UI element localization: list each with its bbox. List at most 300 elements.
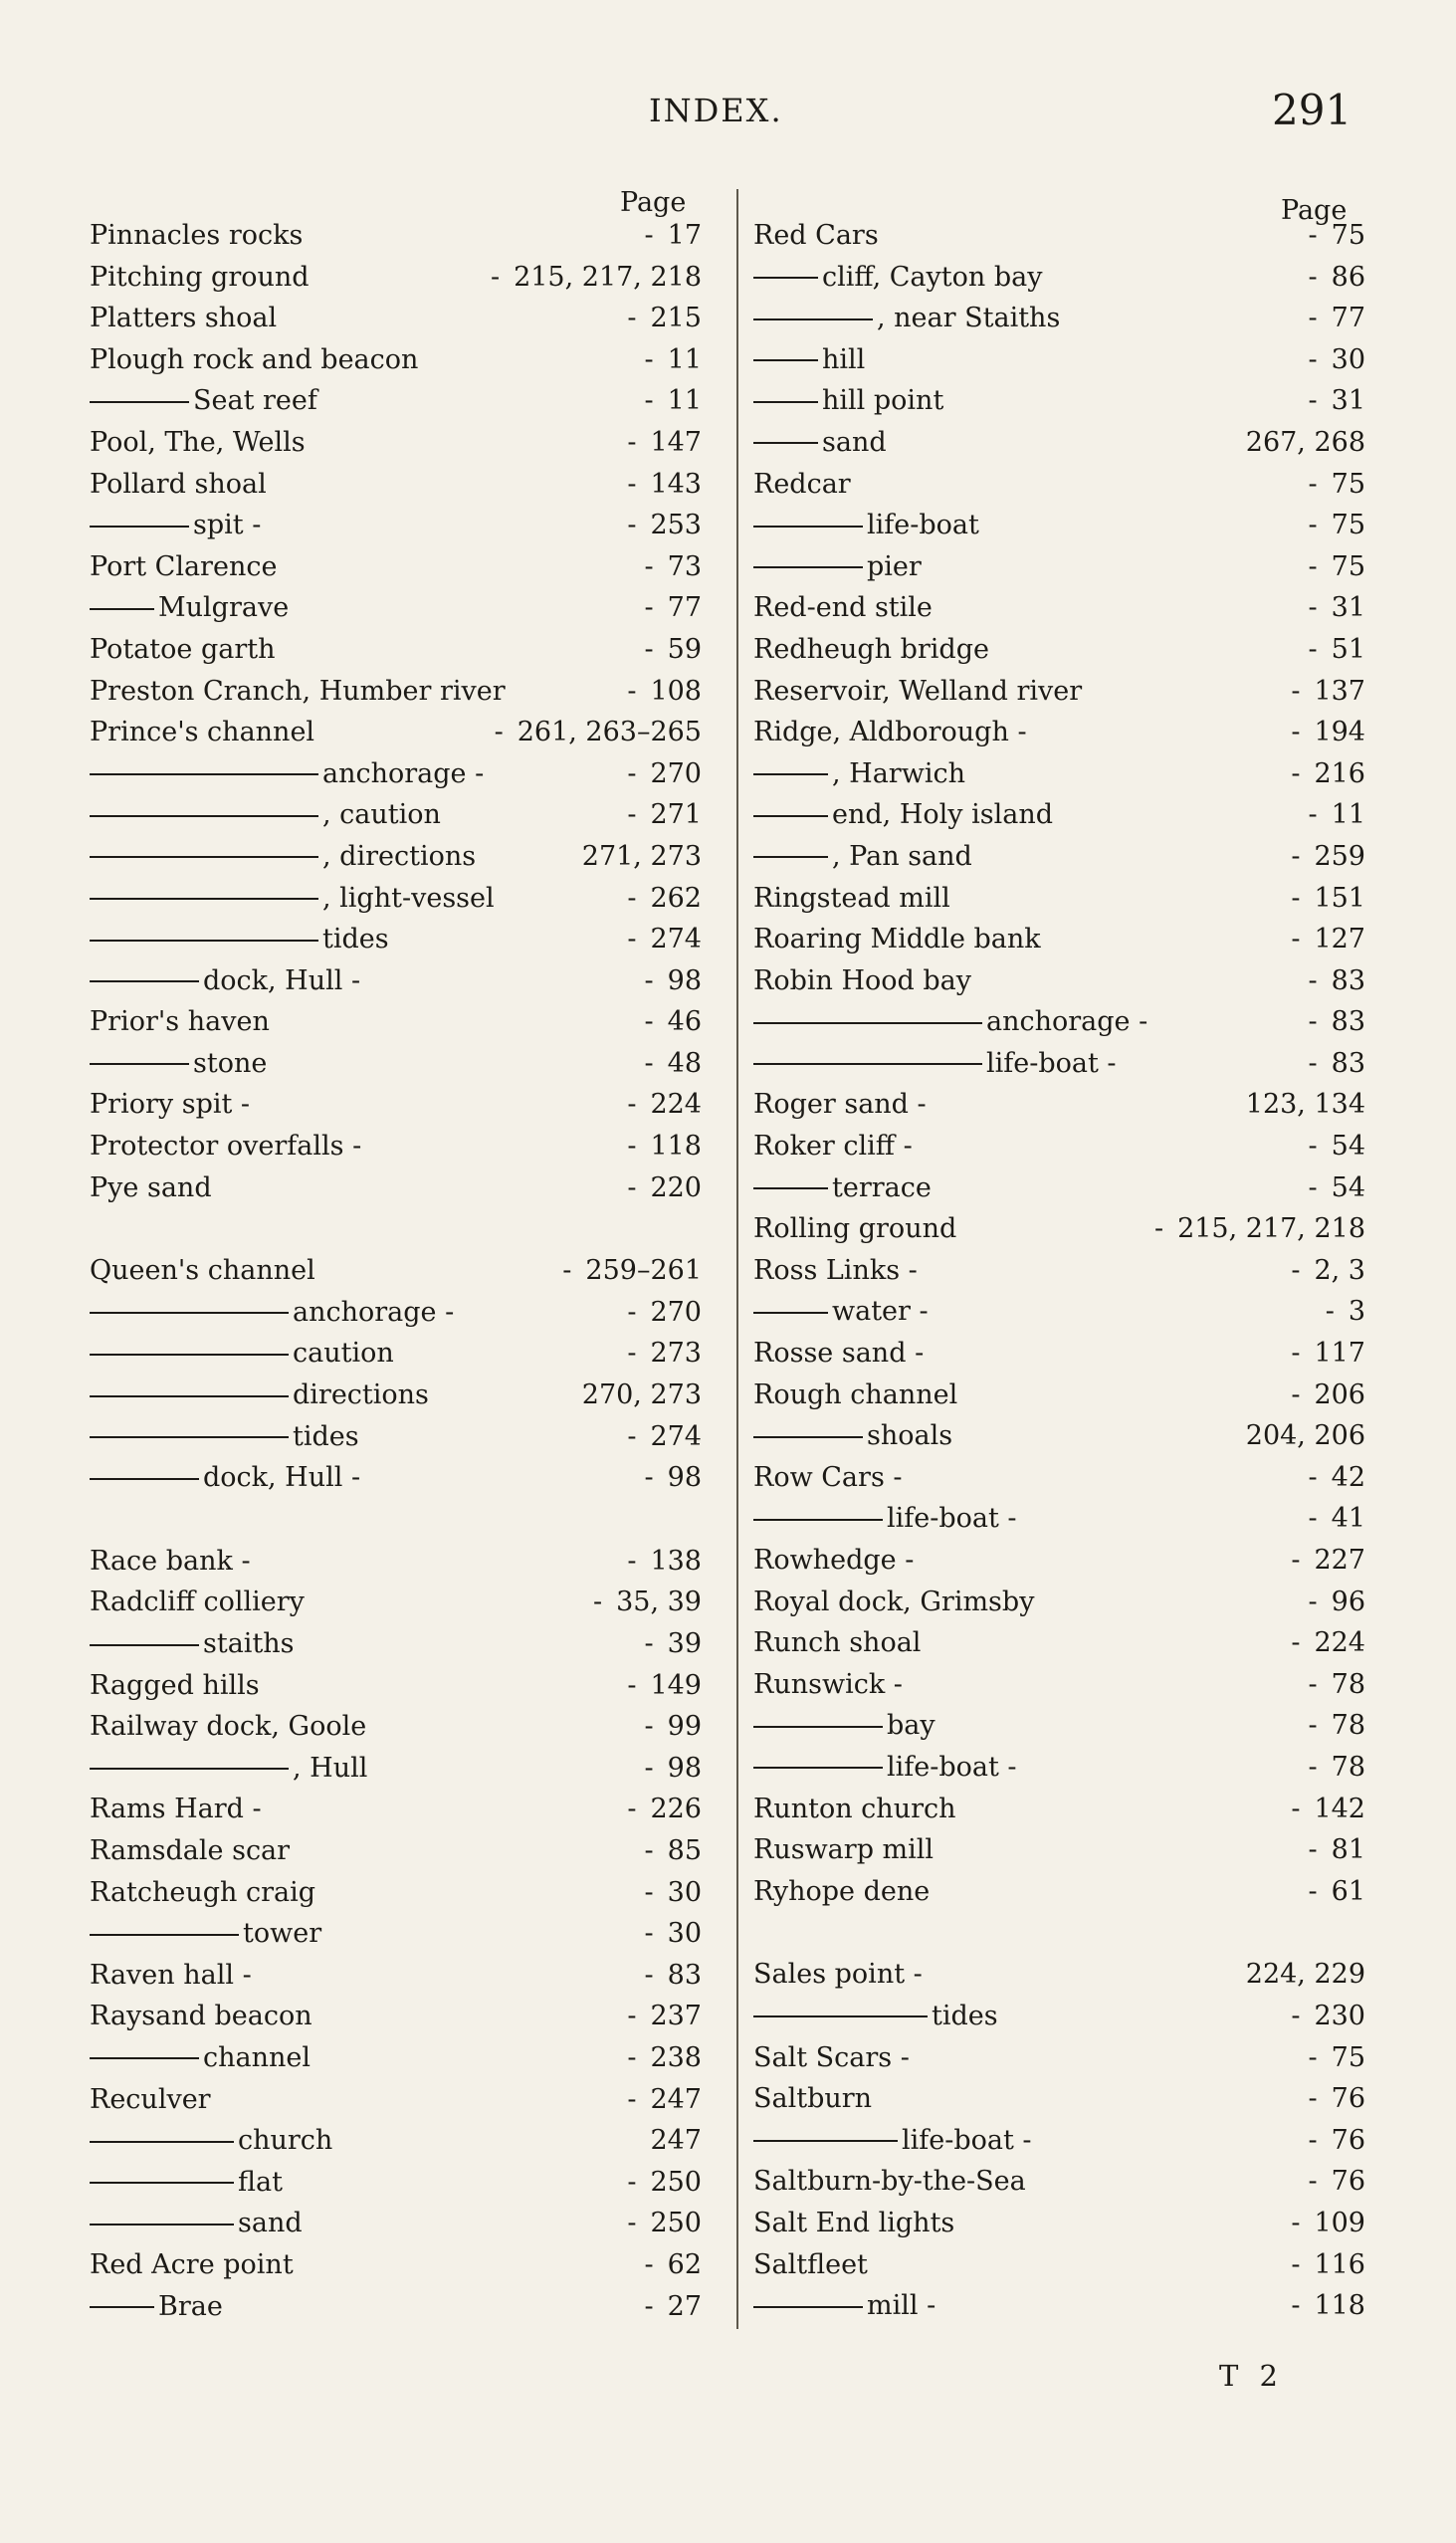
entry-label [90, 1587, 305, 1617]
entry-label [753, 427, 887, 458]
index-entry [90, 717, 702, 758]
entry-pages [1291, 717, 1365, 747]
page-reference: 42 [1331, 1461, 1365, 1493]
index-entry [90, 2249, 702, 2291]
page-reference: 116 [1314, 2248, 1365, 2280]
index-entry [90, 1835, 702, 1877]
index-entry [753, 1255, 1365, 1297]
page-reference: 96 [1331, 1586, 1365, 1617]
leader-dash: - [1308, 2041, 1318, 2073]
page-reference: 151 [1314, 882, 1365, 914]
index-entry [753, 1462, 1365, 1504]
entry-label [753, 1834, 934, 1865]
page-reference: 267, 268 [1245, 426, 1365, 458]
index-entry [90, 1587, 702, 1628]
page-reference: 11 [667, 385, 702, 417]
index-entries-right [753, 220, 1365, 2332]
entry-text: , Pan sand [832, 840, 972, 872]
entry-pages [1309, 551, 1365, 582]
entry-label [90, 1255, 315, 1286]
ditto-rule [90, 1934, 239, 1936]
ditto-rule [753, 1022, 982, 1024]
index-entry [90, 1421, 702, 1463]
leader-dash: - [627, 1131, 637, 1163]
entry-label [90, 883, 495, 914]
entry-text: directions [293, 1379, 429, 1411]
entry-text: Rams Hard - [90, 1794, 262, 1825]
entry-text: Saltfleet [753, 2248, 868, 2280]
leader-dash: - [1291, 1254, 1301, 1286]
entry-pages [645, 551, 702, 582]
entry-text: tides [932, 2000, 998, 2031]
entry-text: staiths [203, 1628, 295, 1659]
index-entry [90, 1794, 702, 1835]
index-entry [753, 1876, 1365, 1918]
entry-pages [1309, 1006, 1365, 1037]
entry-text: church [238, 2125, 333, 2157]
page-reference: 109 [1314, 2207, 1365, 2238]
ditto-rule [753, 566, 863, 568]
page-reference: 83 [1331, 1006, 1365, 1038]
index-entry [753, 1379, 1365, 1421]
ditto-rule [90, 940, 318, 942]
index-entry [753, 2166, 1365, 2208]
page-reference: 54 [1331, 1131, 1365, 1163]
entry-pages [1291, 841, 1365, 872]
entry-pages [1154, 1213, 1365, 1244]
ditto-rule [90, 980, 199, 982]
entry-label [753, 1503, 1017, 1534]
page-reference: 62 [667, 2248, 702, 2280]
leader-dash: - [627, 2166, 637, 2198]
leader-dash: - [1308, 1668, 1318, 1700]
index-entry [90, 1172, 702, 1214]
leader-dash: - [1291, 2000, 1301, 2031]
entry-pages [1309, 1669, 1365, 1700]
index-entry [90, 2208, 702, 2249]
ditto-rule [753, 318, 873, 320]
entry-pages [1309, 1752, 1365, 1783]
leader-dash: - [627, 1545, 637, 1577]
leader-dash: - [1291, 2290, 1301, 2322]
entry-pages [1309, 2166, 1365, 2197]
index-entry [753, 2083, 1365, 2125]
entry-label [90, 1794, 262, 1824]
entry-text: Pinnacles rocks [90, 220, 304, 251]
index-entry [90, 2125, 702, 2167]
index-entry [753, 1794, 1365, 1835]
index-entry [90, 592, 702, 634]
entry-label [90, 592, 289, 623]
entry-text: Radcliff colliery [90, 1587, 305, 1618]
entry-label [753, 1006, 1147, 1037]
index-entry [753, 220, 1365, 262]
entry-label [90, 841, 476, 872]
entry-text: Robin Hood bay [753, 964, 972, 996]
entry-pages [1309, 1587, 1365, 1617]
leader-dash: - [644, 385, 654, 417]
leader-dash: - [644, 1959, 654, 1991]
entry-text: Ruswarp mill [753, 1834, 935, 1866]
entry-label [753, 1959, 923, 1990]
index-entry [753, 1006, 1365, 1048]
entry-text: dock, Hull - [203, 964, 361, 996]
entry-label [753, 344, 865, 375]
entry-pages [627, 1131, 702, 1162]
page-reference: 78 [1331, 1710, 1365, 1742]
index-entry [753, 262, 1365, 304]
entry-text: Saltburn [753, 2083, 873, 2115]
entry-label [90, 427, 306, 458]
ditto-rule [90, 1768, 289, 1770]
page-reference: 138 [650, 1545, 702, 1577]
ditto-rule [90, 2224, 234, 2225]
ditto-rule [753, 526, 863, 528]
page-reference: 247 [650, 2083, 702, 2115]
entry-pages [1291, 2001, 1365, 2031]
entry-label [753, 1213, 956, 1244]
entry-text: Runch shoal [753, 1627, 922, 1659]
page-reference: 224 [650, 1089, 702, 1121]
leader-dash: - [627, 2083, 637, 2115]
entry-text: Ratcheugh craig [90, 1876, 316, 1908]
ditto-rule [90, 1312, 289, 1314]
entry-pages [627, 758, 702, 789]
entry-label [90, 1421, 359, 1452]
entry-pages [645, 2291, 702, 2322]
entry-text: life-boat - [887, 1503, 1017, 1535]
entry-label [90, 2042, 311, 2073]
index-entry [753, 1296, 1365, 1338]
index-entry [753, 676, 1365, 718]
entry-text: Redcar [753, 468, 851, 500]
entry-text: Saltburn-by-the-Sea [753, 2166, 1026, 2198]
index-entry [753, 1627, 1365, 1669]
index-entry [753, 717, 1365, 758]
entry-pages [627, 799, 702, 830]
entry-pages [627, 1546, 702, 1577]
entry-pages [645, 2249, 702, 2280]
leader-dash: - [644, 964, 654, 996]
index-entry [90, 427, 702, 469]
index-entry [753, 469, 1365, 511]
entry-text: Royal dock, Grimsby [753, 1586, 1035, 1617]
leader-dash: - [627, 757, 637, 789]
leader-dash: - [644, 1047, 654, 1079]
index-entry [753, 344, 1365, 386]
ditto-rule [753, 2140, 898, 2142]
entry-text: Runton church [753, 1793, 956, 1824]
leader-dash: - [644, 592, 654, 624]
leader-dash: - [627, 2001, 637, 2032]
index-entry [90, 1131, 702, 1172]
leader-dash: - [1308, 592, 1318, 624]
entry-label [90, 510, 261, 540]
index-entry [753, 1669, 1365, 1711]
entry-pages [627, 1297, 702, 1328]
entry-text: , caution [322, 799, 441, 831]
page-reference: 31 [1331, 385, 1365, 417]
page-reference: 39 [667, 1628, 702, 1659]
leader-dash: - [1308, 2166, 1318, 2198]
index-entry [90, 303, 702, 344]
page-reference: 259 [1314, 840, 1365, 872]
entry-pages [1291, 1627, 1365, 1658]
entry-label [90, 2291, 223, 2322]
page-reference: 30 [667, 1876, 702, 1908]
ditto-rule [90, 856, 318, 858]
leader-dash: - [644, 1834, 654, 1866]
entry-label [90, 2084, 211, 2115]
leader-dash: - [1291, 840, 1301, 872]
page-reference: 220 [650, 1171, 702, 1203]
entry-pages [1309, 592, 1365, 623]
entry-text: Race bank - [90, 1545, 251, 1577]
entry-pages [1326, 1296, 1365, 1327]
entry-text: Railway dock, Goole [90, 1711, 367, 1743]
entry-text: Salt End lights [753, 2207, 955, 2238]
page-reference: 3 [1348, 1296, 1365, 1328]
column-divider [736, 189, 738, 2329]
entry-label [753, 220, 879, 251]
leader-dash: - [1308, 1006, 1318, 1038]
index-entry [753, 1545, 1365, 1587]
entry-pages [627, 676, 702, 707]
leader-dash: - [1291, 2248, 1301, 2280]
page-reference: 98 [667, 964, 702, 996]
index-entry [90, 1006, 702, 1048]
entry-text: , directions [322, 840, 477, 872]
page-reference: 270 [650, 757, 702, 789]
entry-text: Platters shoal [90, 303, 278, 334]
ditto-rule [753, 856, 828, 858]
entry-pages [568, 841, 702, 872]
entry-pages [1291, 676, 1365, 707]
entry-label [90, 1297, 454, 1328]
leader-dash: - [490, 261, 501, 293]
index-entry [753, 799, 1365, 841]
page-reference: 206 [1314, 1378, 1365, 1410]
entry-label [753, 1338, 924, 1369]
index-entry [90, 510, 702, 551]
entry-pages [1309, 385, 1365, 416]
entry-label [90, 1670, 260, 1701]
page-reference: 215 [650, 303, 702, 334]
index-entry [753, 303, 1365, 344]
entry-text: hill point [822, 385, 944, 417]
index-entry [753, 1213, 1365, 1255]
entry-text: , Harwich [832, 757, 965, 789]
entry-label [753, 1462, 903, 1493]
entry-label [753, 2001, 998, 2031]
page-reference: 11 [1331, 799, 1365, 831]
entry-label [90, 1753, 367, 1784]
leader-dash: - [627, 1420, 637, 1452]
page-reference: 262 [650, 882, 702, 914]
entry-label [90, 220, 303, 251]
entry-label [753, 1545, 914, 1576]
entry-pages [627, 2001, 702, 2031]
index-entry [90, 1255, 702, 1297]
index-entry [90, 883, 702, 925]
ditto-rule [90, 2057, 199, 2059]
entry-pages [1232, 1420, 1365, 1451]
page-reference: 46 [667, 1006, 702, 1038]
entry-pages [645, 965, 702, 996]
entry-pages [1309, 1834, 1365, 1865]
page-reference: 108 [650, 675, 702, 707]
index-entry [753, 592, 1365, 634]
entry-text: Rowhedge - [753, 1545, 915, 1576]
ditto-rule [90, 608, 154, 610]
entry-text: life-boat - [902, 2124, 1032, 2156]
entry-pages [1232, 427, 1365, 458]
entry-pages [1291, 2208, 1365, 2238]
entry-pages [627, 883, 702, 914]
page-reference: 75 [1331, 550, 1365, 582]
entry-label [753, 1627, 921, 1658]
index-entry [753, 510, 1365, 551]
leader-dash: - [627, 882, 637, 914]
entry-label [753, 2125, 1032, 2156]
page-reference: 224, 229 [1245, 1959, 1365, 1991]
leader-dash: - [1291, 1338, 1301, 1370]
leader-dash: - [1308, 261, 1318, 293]
index-entry [90, 965, 702, 1007]
page-reference: 35, 39 [616, 1587, 702, 1618]
index-entry [90, 551, 702, 593]
entry-text: life-boat - [986, 1047, 1117, 1079]
entry-text: Raven hall - [90, 1959, 252, 1991]
entry-pages [645, 1877, 702, 1908]
entry-pages [1291, 2249, 1365, 2280]
entry-label [753, 676, 1082, 707]
page-number: 291 [1272, 86, 1352, 134]
entry-pages [593, 1587, 702, 1617]
leader-dash: - [1308, 964, 1318, 996]
entry-label [753, 1089, 927, 1120]
entry-pages [627, 427, 702, 458]
index-entries-left [90, 220, 702, 2332]
entry-label [90, 1711, 366, 1742]
ditto-rule [753, 442, 818, 444]
index-entry [90, 2291, 702, 2333]
page-reference: 271, 273 [581, 840, 702, 872]
page-reference: 259–261 [585, 1255, 702, 1287]
page-reference: 237 [650, 2001, 702, 2032]
page-reference: 99 [667, 1711, 702, 1743]
page-reference: 31 [1331, 592, 1365, 624]
leader-dash: - [1291, 717, 1301, 748]
ditto-rule [90, 1354, 289, 1356]
index-entry [90, 1462, 702, 1504]
entry-text: Ringstead mill [753, 882, 950, 914]
entry-label [753, 510, 979, 540]
index-entry [90, 1877, 702, 1919]
entry-pages [1309, 1710, 1365, 1741]
entry-pages [1309, 965, 1365, 996]
entry-pages [1309, 1131, 1365, 1162]
leader-dash: - [1308, 1586, 1318, 1617]
entry-label [753, 262, 1043, 293]
entry-text: anchorage - [986, 1006, 1148, 1038]
index-entry [753, 2290, 1365, 2332]
entry-text: , Hull [293, 1752, 368, 1784]
page-reference: 54 [1331, 1171, 1365, 1203]
leader-dash: - [1325, 1296, 1335, 1328]
leader-dash: - [644, 1876, 654, 1908]
index-entry [90, 1960, 702, 2002]
ditto-rule [90, 898, 318, 900]
page-reference: 261, 263–265 [517, 717, 702, 748]
entry-label [90, 1048, 267, 1079]
entry-pages [645, 1753, 702, 1784]
page-reference: 227 [1314, 1545, 1365, 1576]
entry-label [90, 2167, 283, 2198]
entry-pages [627, 469, 702, 500]
entry-pages [627, 510, 702, 540]
page-reference: 48 [667, 1047, 702, 1079]
entry-label [753, 1296, 929, 1327]
entry-pages [645, 220, 702, 251]
leader-dash: - [1291, 1627, 1301, 1659]
entry-text: Pitching ground [90, 261, 310, 293]
leader-dash: - [627, 2208, 637, 2239]
page-reference: 86 [1331, 261, 1365, 293]
index-entry [90, 924, 702, 965]
ditto-rule [753, 1187, 828, 1189]
leader-dash: - [644, 1918, 654, 1950]
index-entry [90, 799, 702, 841]
page-reference: 75 [1331, 220, 1365, 251]
leader-dash: - [1308, 385, 1318, 417]
leader-dash: - [1308, 1171, 1318, 1203]
ditto-rule [90, 1478, 199, 1480]
leader-dash: - [644, 2248, 654, 2280]
entry-text: flat [238, 2166, 283, 2198]
page-reference: 75 [1331, 468, 1365, 500]
leader-dash: - [1308, 633, 1318, 665]
entry-label [753, 1420, 952, 1451]
index-entry [753, 634, 1365, 676]
entry-text: tides [322, 924, 389, 955]
index-entry [753, 2042, 1365, 2084]
entry-pages [1291, 924, 1365, 954]
entry-label [90, 1546, 251, 1577]
entry-text: Pye sand [90, 1171, 212, 1203]
entry-pages [1309, 469, 1365, 500]
entry-text: Redheugh bridge [753, 633, 989, 665]
entry-label [90, 2249, 294, 2280]
entry-text: anchorage - [322, 757, 485, 789]
entry-pages [1309, 1048, 1365, 1079]
leader-dash: - [644, 1711, 654, 1743]
leader-dash: - [627, 1171, 637, 1203]
entry-text: stone [193, 1047, 268, 1079]
page-reference: 59 [667, 633, 702, 665]
entry-label [90, 1877, 315, 1908]
leader-dash: - [1308, 2083, 1318, 2115]
leader-dash: - [644, 220, 654, 251]
index-entry [753, 1172, 1365, 1214]
entry-pages [1291, 758, 1365, 789]
index-entry [753, 2001, 1365, 2042]
entry-label [753, 2208, 954, 2238]
leader-dash: - [627, 303, 637, 334]
entry-label [753, 965, 971, 996]
leader-dash: - [1308, 1875, 1318, 1907]
index-entry [753, 551, 1365, 593]
